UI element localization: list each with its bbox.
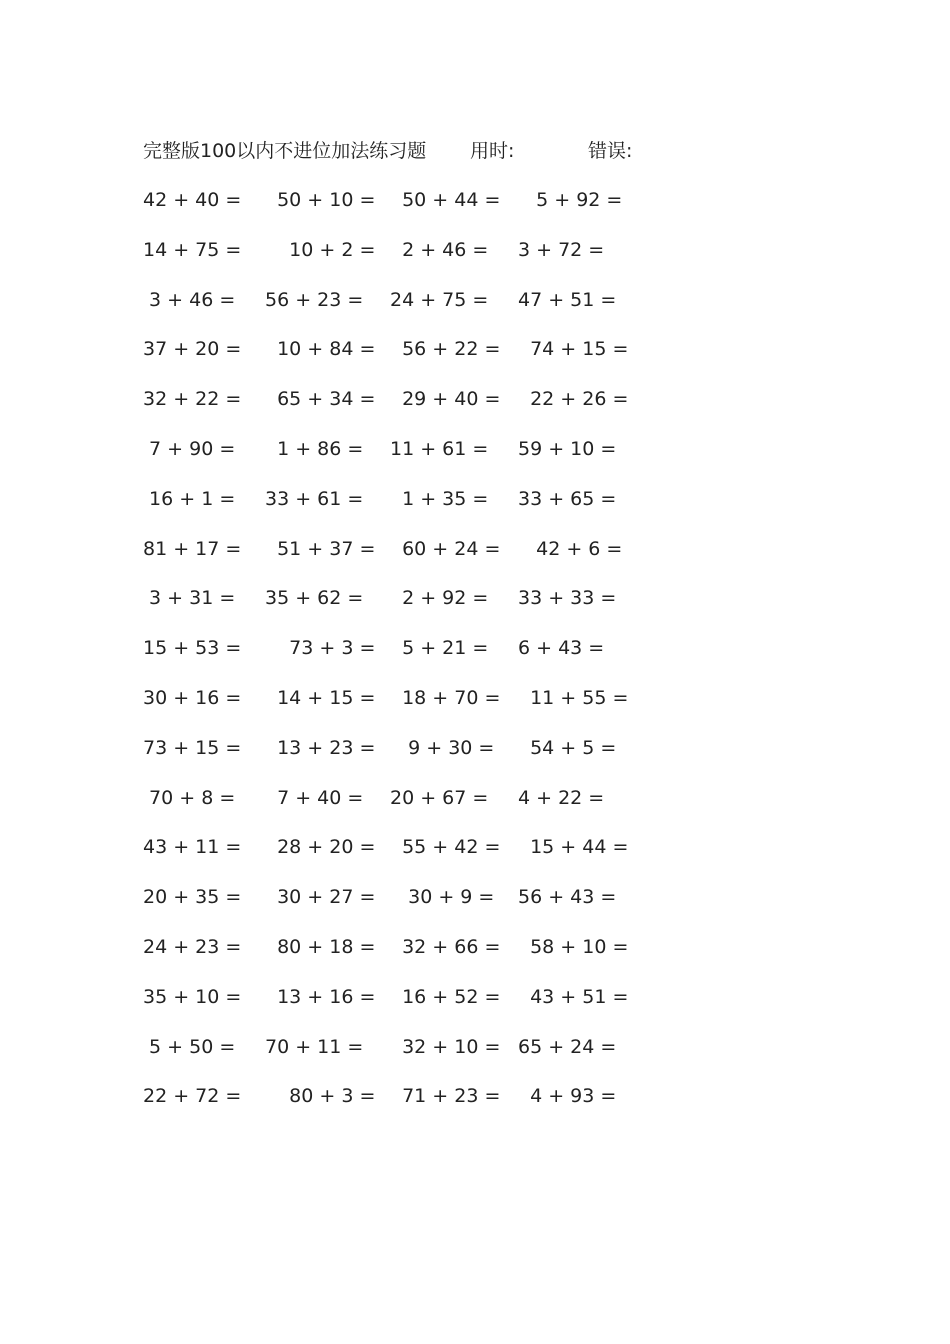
addition-problem: 81 + 17 = xyxy=(143,537,242,560)
addition-problem: 15 + 53 = xyxy=(143,637,242,660)
addition-problem: 16 + 1 = xyxy=(143,487,236,510)
addition-problem: 35 + 62 = xyxy=(265,587,364,610)
addition-problem: 2 + 92 = xyxy=(390,587,489,610)
addition-problem: 5 + 92 = xyxy=(518,189,623,211)
addition-problem: 6 + 43 = xyxy=(518,637,605,660)
addition-problem: 2 + 46 = xyxy=(390,238,489,261)
addition-problem: 42 + 40 = xyxy=(143,189,242,211)
addition-problem: 5 + 21 = xyxy=(390,637,489,660)
problem-row xyxy=(0,186,950,236)
addition-problem: 33 + 65 = xyxy=(518,487,617,510)
addition-problem: 20 + 67 = xyxy=(390,786,489,809)
addition-problem: 1 + 86 = xyxy=(265,437,364,460)
problem-row xyxy=(0,1033,950,1083)
problem-row xyxy=(0,883,950,933)
addition-problem: 43 + 51 = xyxy=(518,985,629,1008)
addition-problem: 3 + 72 = xyxy=(518,238,605,261)
addition-problem: 30 + 16 = xyxy=(143,686,242,709)
addition-problem: 59 + 10 = xyxy=(518,437,617,460)
problem-row xyxy=(0,634,950,684)
addition-problem: 47 + 51 = xyxy=(518,288,617,311)
addition-problem: 33 + 61 = xyxy=(265,487,364,510)
addition-problem: 58 + 10 = xyxy=(518,935,629,958)
addition-problem: 30 + 9 = xyxy=(390,886,495,909)
addition-problem: 54 + 5 = xyxy=(518,736,617,759)
addition-problem: 18 + 70 = xyxy=(390,686,501,709)
problem-row xyxy=(0,335,950,385)
addition-problem: 32 + 66 = xyxy=(390,935,501,958)
problem-row xyxy=(0,684,950,734)
time-used-label: 用时: xyxy=(470,140,515,162)
addition-problem: 80 + 18 = xyxy=(265,935,376,958)
addition-problem: 10 + 2 = xyxy=(265,238,376,261)
addition-problem: 14 + 75 = xyxy=(143,238,242,261)
addition-problem: 3 + 31 = xyxy=(143,587,236,610)
addition-problem: 74 + 15 = xyxy=(518,338,629,361)
addition-problem: 4 + 22 = xyxy=(518,786,605,809)
problem-row xyxy=(0,1082,950,1132)
addition-problem: 20 + 35 = xyxy=(143,886,242,909)
problem-grid xyxy=(0,186,950,1132)
addition-problem: 7 + 40 = xyxy=(265,786,364,809)
addition-problem: 56 + 22 = xyxy=(390,338,501,361)
addition-problem: 37 + 20 = xyxy=(143,338,242,361)
addition-problem: 11 + 61 = xyxy=(390,437,489,460)
addition-problem: 13 + 16 = xyxy=(265,985,376,1008)
problem-row xyxy=(0,286,950,336)
problem-row xyxy=(0,784,950,834)
addition-problem: 55 + 42 = xyxy=(390,836,501,859)
addition-problem: 3 + 46 = xyxy=(143,288,236,311)
addition-problem: 9 + 30 = xyxy=(390,736,495,759)
addition-problem: 56 + 23 = xyxy=(265,288,364,311)
addition-problem: 10 + 84 = xyxy=(265,338,376,361)
addition-problem: 70 + 11 = xyxy=(265,1035,364,1058)
addition-problem: 32 + 10 = xyxy=(390,1035,501,1058)
addition-problem: 15 + 44 = xyxy=(518,836,629,859)
addition-problem: 35 + 10 = xyxy=(143,985,242,1008)
addition-problem: 29 + 40 = xyxy=(390,388,501,411)
addition-problem: 30 + 27 = xyxy=(265,886,376,909)
worksheet-title: 完整版100以内不进位加法练习题 xyxy=(143,140,427,162)
problem-row xyxy=(0,236,950,286)
problem-row xyxy=(0,933,950,983)
addition-problem: 60 + 24 = xyxy=(390,537,501,560)
problem-row xyxy=(0,983,950,1033)
addition-problem: 5 + 50 = xyxy=(143,1035,236,1058)
addition-problem: 28 + 20 = xyxy=(265,836,376,859)
addition-problem: 33 + 33 = xyxy=(518,587,617,610)
addition-problem: 16 + 52 = xyxy=(390,985,501,1008)
addition-problem: 7 + 90 = xyxy=(143,437,236,460)
addition-problem: 43 + 11 = xyxy=(143,836,242,859)
addition-problem: 24 + 75 = xyxy=(390,288,489,311)
addition-problem: 65 + 24 = xyxy=(518,1035,617,1058)
problem-row xyxy=(0,485,950,535)
errors-label: 错误: xyxy=(588,140,633,162)
problem-row xyxy=(0,734,950,784)
addition-problem: 11 + 55 = xyxy=(518,686,629,709)
addition-problem: 71 + 23 = xyxy=(390,1085,501,1108)
addition-problem: 22 + 26 = xyxy=(518,388,629,411)
addition-problem: 4 + 93 = xyxy=(518,1085,617,1108)
addition-problem: 22 + 72 = xyxy=(143,1085,242,1108)
addition-problem: 73 + 15 = xyxy=(143,736,242,759)
problem-row xyxy=(0,584,950,634)
addition-problem: 80 + 3 = xyxy=(265,1085,376,1108)
addition-problem: 73 + 3 = xyxy=(265,637,376,660)
addition-problem: 42 + 6 = xyxy=(518,537,623,560)
problem-row xyxy=(0,435,950,485)
addition-problem: 65 + 34 = xyxy=(265,388,376,411)
problem-row xyxy=(0,535,950,585)
addition-problem: 24 + 23 = xyxy=(143,935,242,958)
problem-row xyxy=(0,833,950,883)
addition-problem: 14 + 15 = xyxy=(265,686,376,709)
addition-problem: 1 + 35 = xyxy=(390,487,489,510)
addition-problem: 51 + 37 = xyxy=(265,537,376,560)
problem-row xyxy=(0,385,950,435)
addition-problem: 50 + 10 = xyxy=(265,189,376,211)
worksheet-header xyxy=(143,136,703,166)
addition-problem: 50 + 44 = xyxy=(390,189,501,211)
addition-problem: 56 + 43 = xyxy=(518,886,617,909)
addition-problem: 32 + 22 = xyxy=(143,388,242,411)
addition-problem: 70 + 8 = xyxy=(143,786,236,809)
addition-problem: 13 + 23 = xyxy=(265,736,376,759)
